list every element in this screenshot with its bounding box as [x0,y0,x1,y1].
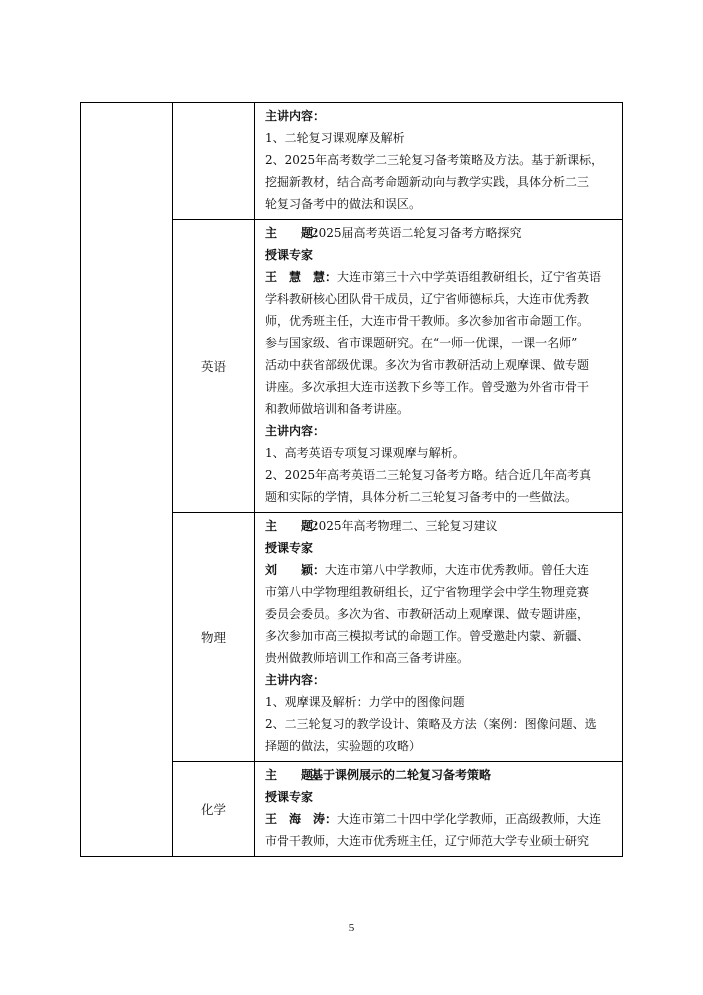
expert-label: 授课专家 [265,248,314,262]
topic-text: 基于课例展示的二轮复习备考策略 [311,768,492,782]
content-line: 2、二三轮复习的教学设计、策略及方法（案例：图像问题、选 [265,717,597,731]
expert-name: 刘 颖： [265,563,326,577]
expert-bio-line: 大连市第八中学教师，大连市优秀教师。曾任大连 [325,563,590,577]
content-cell-english [255,220,623,513]
expert-bio-line: 大连市第二十四中学化学教师，正高级教师，大连 [337,812,602,826]
content-line: 2、2025年高考数学二三轮复习备考策略及方法。基于新课标， [265,153,604,167]
subject-cell-chemistry: 化学 [173,762,255,857]
subject-cell-math [173,103,255,220]
content-cell-math [255,103,623,220]
expert-label: 授课专家 [265,790,314,804]
content-label: 主讲内容： [265,109,326,123]
expert-bio-line: 和教师做培训和备考讲座。 [265,402,410,416]
expert-line [265,808,616,830]
expert-name: 王 海 涛： [265,812,338,826]
topic-label: 主 题： [265,768,326,782]
content-cell-physics [255,513,623,762]
expert-bio-line: 活动中获省部级优课。多次为省市教研活动上观摩课、做专题 [265,358,590,372]
content-line: 2、2025年高考英语二三轮复习备考方略。结合近几年高考真 [265,468,592,482]
expert-bio-line: 贵州做教师培训工作和高三备考讲座。 [265,651,470,665]
content-label: 主讲内容： [265,424,326,438]
schedule-table [80,102,623,857]
expert-bio-line: 委员会委员。多次为省、市教研活动上观摩课、做专题讲座， [265,607,590,621]
content-line: 1、观摩课及解析：力学中的图像问题 [265,695,465,709]
content-line: 题和实际的学情，具体分析二三轮复习备考中的一些做法。 [265,490,578,504]
content-line: 挖掘新教材，结合高考命题新动向与教学实践，具体分析二三 [265,175,590,189]
subject-cell-english: 英语 [173,220,255,513]
expert-name: 王 慧 慧： [265,270,338,284]
content-line: 择题的做法，实验题的攻略） [265,739,422,753]
subject-cell-physics: 物理 [173,513,255,762]
content-label: 主讲内容： [265,673,326,687]
page-number: 5 [348,922,355,934]
content-cell-chemistry [255,762,623,857]
expert-bio-line: 市骨干教师，大连市优秀班主任，辽宁师范大学专业硕士研究 [265,834,590,848]
expert-line [265,266,616,288]
expert-bio-line: 师，优秀班主任，大连市骨干教师。多次参加省市命题工作。 [265,314,590,328]
category-cell [81,103,173,857]
topic-text: 2025届高考英语二轮复习备考方略探究 [311,226,522,240]
expert-bio-line: 学科教研核心团队骨干成员，辽宁省师德标兵，大连市优秀教 [265,292,590,306]
topic-label: 主 题： [265,226,326,240]
topic-line [265,222,616,244]
topic-line [265,764,616,786]
content-line: 轮复习备考中的做法和误区。 [265,197,422,211]
table-row-math-continued [81,103,623,220]
topic-label: 主 题： [265,519,326,533]
expert-bio-line: 参与国家级、省市课题研究。在“一师一优课，一课一名师” [265,336,578,350]
expert-bio-line: 多次参加市高三模拟考试的命题工作。曾受邀赴内蒙、新疆、 [265,629,590,643]
expert-bio-line: 市第八中学物理组教研组长，辽宁省物理学会中学生物理竞赛 [265,585,590,599]
expert-bio-line: 大连市第三十六中学英语组教研组长，辽宁省英语 [337,270,602,284]
expert-label: 授课专家 [265,541,314,555]
expert-line [265,559,616,581]
content-line: 1、高考英语专项复习课观摩与解析。 [265,446,465,460]
topic-text: 2025年高考物理二、三轮复习建议 [311,519,498,533]
expert-bio-line: 讲座。多次承担大连市送教下乡等工作。曾受邀为外省市骨干 [265,380,590,394]
topic-line [265,515,616,537]
content-line: 1、二轮复习课观摩及解析 [265,131,405,145]
